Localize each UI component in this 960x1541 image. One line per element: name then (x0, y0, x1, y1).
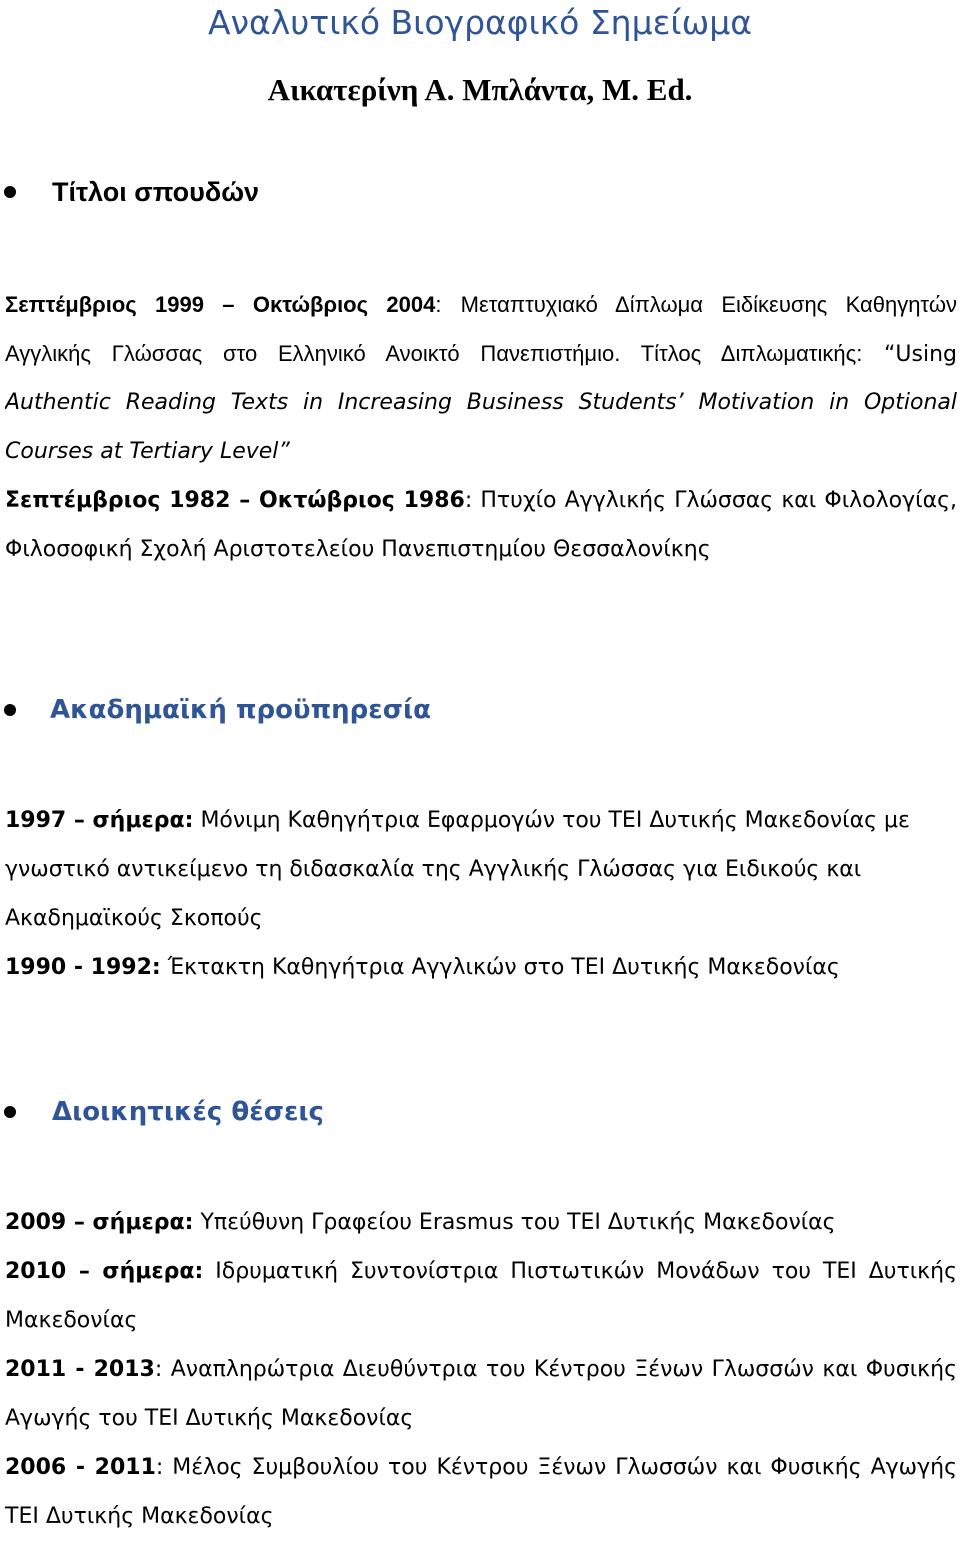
entry-line (5, 796, 957, 845)
entry-date: 2009 – σήμερα: (5, 1210, 194, 1235)
entry-text: Μέλος Συμβουλίου του Κέντρου Ξένων Γλωσσών και Φυσικής Αγωγής (172, 1455, 957, 1480)
entry-line (5, 1247, 957, 1296)
bullet-icon (4, 186, 16, 198)
entry-text: Αγωγής του ΤΕΙ Δυτικής Μακεδονίας (5, 1406, 414, 1431)
entry-line: 2011 - 2013: Αναπληρώτρια Διευθύντρια του Κέντρου Ξένων Γλωσσών και Φυσικής (5, 1357, 957, 1382)
academic-entries (5, 796, 957, 992)
entry-text: Έκτακτη Καθηγήτρια Αγγλικών στο ΤΕΙ Δυτικής Μακεδονίας (167, 955, 840, 980)
entry-date: 2010 – σήμερα: (5, 1259, 204, 1284)
section-heading-academic (0, 688, 960, 732)
entry-date: 1997 – σήμερα: (5, 808, 194, 833)
entry-line (5, 378, 957, 427)
entry-text: Μόνιμη Καθηγήτρια Εφαρμογών του ΤΕΙ Δυτικής Μακεδονίας με (200, 808, 910, 833)
section-heading-studies (0, 170, 960, 214)
entry-line: Σεπτέμβριος 1999 – Οκτώβριος 2004: Μεταπτυχιακό Δίπλωμα Ειδίκευσης Καθηγητών (5, 292, 957, 317)
entry-line: 2006 - 2011: Μέλος Συμβουλίου του Κέντρου Ξένων Γλωσσών και Φυσικής Αγωγής (5, 1443, 957, 1492)
document-title: Αναλυτικό Βιογραφικό Σημείωμα (208, 3, 752, 42)
entry-text: Φιλοσοφική Σχολή Αριστοτελείου Πανεπιστημίου Θεσσαλονίκης (5, 537, 711, 562)
entry-line (5, 894, 957, 943)
entry-text: ΤΕΙ Δυτικής Μακεδονίας (5, 1504, 274, 1529)
entry-text: γνωστικό αντικείμενο τη διδασκαλία της Αγγλικής Γλώσσας για Ειδικούς και (5, 857, 862, 882)
entry-line: Σεπτέμβριος 1982 – Οκτώβριος 1986: Πτυχίο Αγγλικής Γλώσσας και Φιλολογίας, (5, 488, 957, 513)
author-name: Αικατερίνη Α. Μπλάντα, M. Ed. (267, 72, 693, 107)
entry-date: Σεπτέμβριος 1999 – Οκτώβριος 2004 (5, 292, 436, 317)
entry-text: Αναπληρώτρια Διευθύντρια του Κέντρου Ξένων Γλωσσών και Φυσικής (170, 1357, 957, 1382)
entry-text: Ακαδημαϊκούς Σκοπούς (5, 906, 263, 931)
entry-text: Αγγλικής Γλώσσας στο Ελληνικό Ανοικτό Πανεπιστήμιο. Τίτλος Διπλωματικής: (5, 341, 863, 366)
entry-line (5, 1394, 957, 1443)
entry-date: Σεπτέμβριος 1982 – Οκτώβριος 1986 (5, 488, 465, 513)
section-heading-admin (0, 1090, 960, 1134)
entry-line (5, 525, 957, 574)
bullet-icon (4, 1106, 16, 1118)
entry-text: Υπεύθυνη Γραφείου Erasmus του ΤΕΙ Δυτικής Μακεδονίας (200, 1210, 836, 1235)
section-title: Διοικητικές θέσεις (52, 1097, 324, 1127)
entry-line (5, 943, 957, 992)
thesis-title: “Using (884, 342, 957, 367)
entry-text: Μεταπτυχιακό Δίπλωμα Ειδίκευσης Καθηγητών (460, 292, 957, 317)
entry-date: 2006 - 2011 (5, 1455, 156, 1480)
thesis-title: Courses at Tertiary Level” (5, 439, 290, 464)
entry-date: 1990 - 1992: (5, 955, 161, 980)
entry-line (5, 1492, 957, 1541)
section-title: Τίτλοι σπουδών (52, 177, 260, 207)
bullet-icon (4, 704, 16, 716)
entry-text: Μακεδονίας (5, 1308, 138, 1333)
entry-line (5, 1296, 957, 1345)
entry-text: Πτυχίο Αγγλικής Γλώσσας και Φιλολογίας, (480, 488, 957, 513)
thesis-title: Authentic Reading Texts in Increasing Business Students’ Motivation in Optional (5, 390, 957, 415)
entry-line (5, 1198, 957, 1247)
admin-entries (5, 1198, 957, 1541)
entry-text: Ιδρυματική Συντονίστρια Πιστωτικών Μονάδων του ΤΕΙ Δυτικής (215, 1259, 957, 1284)
entry-line (5, 427, 957, 476)
section-title: Ακαδημαϊκή προϋπηρεσία (50, 695, 431, 725)
entry-line (5, 845, 957, 894)
entry-line (5, 329, 957, 378)
entry-date: 2011 - 2013 (5, 1357, 155, 1382)
studies-entries (5, 280, 957, 574)
